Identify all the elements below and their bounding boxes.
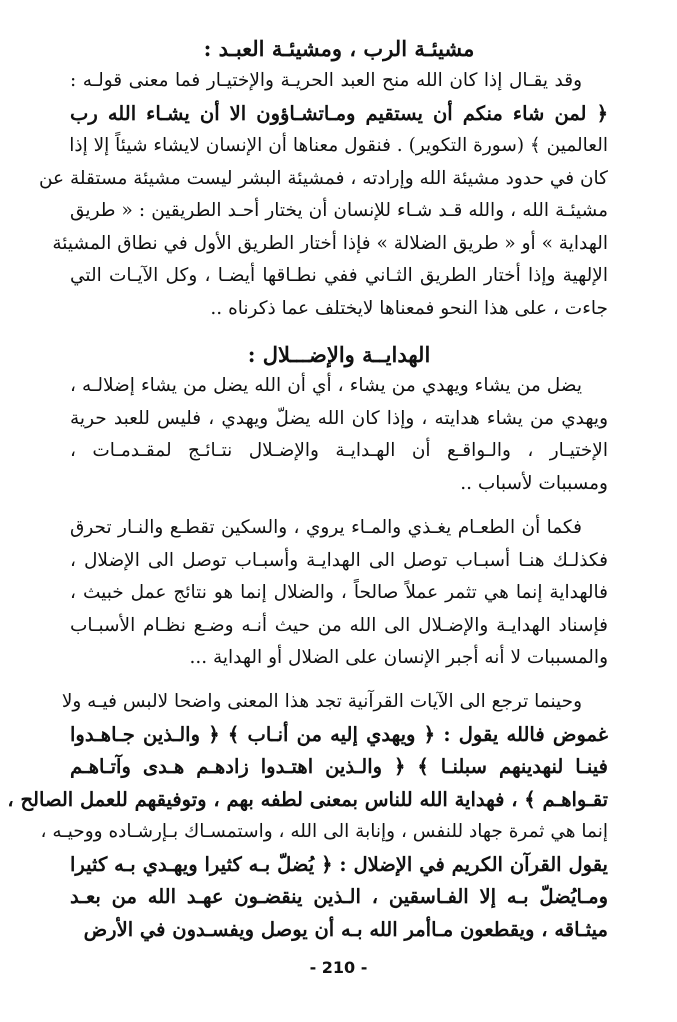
text-line: ﴿ لمن شاء منكم أن يستقيم ومـاتشـاؤون الا أن يشـاء الله رب: [70, 101, 608, 125]
text-line: جاءت ، على هذا النحو فمعناها لايختلف عما ذكرناه ..: [210, 297, 608, 319]
text-line: ومـايُضلّ بـه إلا الفـاسقين ، الـذين ينقضـون عهـد الله من بعـد: [70, 885, 608, 908]
text-line: يقول القرآن الكريم في الإضلال : ﴿ يُضلّ بـه كثيرا ويهـدي بـه كثيرا: [70, 852, 608, 876]
text-line: إنما هي ثمرة جهاد للنفس ، وإنابة الى الله ، واستمسـاك بـإرشـاده ووحيـه ،: [40, 821, 608, 842]
text-line: ويهدي من يشاء هدايته ، وإذا كان الله يضلّ ويهدي ، فليس للعبد حرية: [70, 407, 608, 429]
text-line: فينـا لنهدينهم سبلنـا ﴾ ﴿ والـذين اهتـدوا زادهـم هـدى وآتـاهـم: [70, 755, 608, 778]
text-line: وحينما ترجع الى الآيات القرآنية تجد هذا المعنى واضحا لالبس فيـه ولا: [61, 691, 582, 712]
section-heading-guidance: الهدايــة والإضـــلال :: [247, 342, 431, 367]
text-line: الهداية » أو « طريق الضلالة » فإذا أختار الطريق الأول في نطاق المشيئة: [52, 232, 608, 254]
text-line: كان في حدود مشيئة الله وإرادته ، فمشيئة البشر ليست مشيئة مستقلة عن: [38, 167, 608, 189]
text-line: الإختيـار ، والـواقـع أن الهـدايـة والإضـلال نتـائـج لمقـدمـات ،: [70, 440, 608, 461]
paragraph-guidance-intro: [70, 370, 608, 500]
text-line: وقد يقـال إذا كان الله منح العبد الحريـة والإختيـار فما معنى قولـه :: [70, 70, 582, 91]
section-heading-divine-will: مشيئـة الرب ، ومشيئـة العبـد :: [203, 36, 475, 61]
text-line: فالهداية إنما هي تثمر عملاً صالحاً ، والضلال إنما هو نتائج عمل خبيث ،: [70, 582, 608, 603]
paragraph-quranic-verses: [7, 686, 608, 946]
paragraph-divine-will: [38, 65, 608, 325]
text-line: العالمين ﴾ (سورة التكوير) . فنقول معناها أن الإنسان لايشاء شيئاً إلا إذا: [69, 135, 608, 156]
text-line: مشيئـة الله ، والله قـد شـاء للإنسان أن يختار أحـد الطريقين : « طريق: [70, 200, 608, 221]
page-number: - 210 -: [309, 958, 368, 977]
text-line: فكما أن الطعـام يغـذي والمـاء يروي ، والسكين تقطـع والنـار تحرق: [70, 517, 582, 538]
text-line: غموض فالله يقول : ﴿ ويهدي إليه من أنـاب ﴾ ﴿ والـذين جـاهـدوا: [70, 722, 608, 746]
text-line: يضل من يشاء ويهدي من يشاء ، أي أن الله يضل من يشاء إضلالـه ،: [70, 375, 582, 396]
text-line: فإسناد الهدايـة والإضـلال الى الله من حيث أنـه وضـع نظـام الأسبـاب: [70, 614, 608, 636]
text-line: والمسببات لا أنه أجبر الإنسان على الضلال أو الهداية ...: [189, 647, 608, 668]
text-line: فكذلـك هنـا أسبـاب توصل الى الهدايـة وأسبـاب توصل الى الإضلال ،: [70, 549, 608, 571]
text-line: تقـواهـم ﴾ ، فهداية الله للناس بمعنى لطفه بهم ، وتوفيقهم للعمل الصالح ،: [7, 787, 608, 811]
text-line: ومسببات لأسباب ..: [460, 472, 608, 494]
paragraph-causes: [70, 512, 608, 675]
text-line: الإلهية وإذا أختار الطريق الثـاني ففي نطـاقها أيضـا ، وكل الآيـات التي: [70, 265, 608, 286]
text-line: ميثـاقه ، ويقطعون مـاأمر الله بـه أن يوصل ويفسـدون في الأرض: [83, 917, 608, 941]
